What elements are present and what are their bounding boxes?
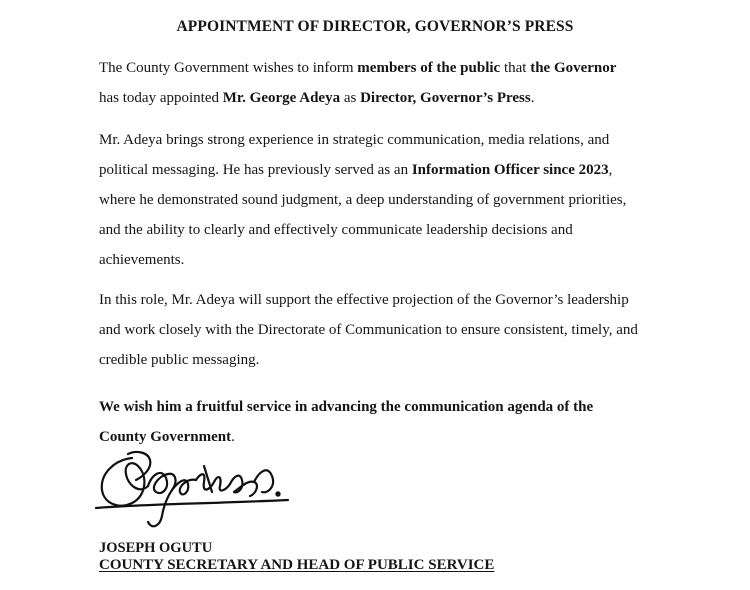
paragraph-line: Mr. Adeya brings strong experience in strategic communication, media relations, and [99, 132, 610, 148]
signer-title: COUNTY SECRETARY AND HEAD OF PUBLIC SERVICE [99, 557, 495, 573]
text-span: . [231, 429, 235, 445]
paragraph-line: where he demonstrated sound judgment, a deep understanding of government priorities, [99, 192, 627, 208]
paragraph-experience [99, 125, 699, 275]
paragraph-announcement [99, 53, 699, 113]
paragraph-role [99, 285, 699, 375]
text-span: as [340, 90, 361, 106]
text-span: , [608, 162, 613, 178]
text-span: The County Government wishes to inform [99, 60, 358, 76]
text-span: . [530, 90, 535, 106]
paragraph-line: and work closely with the Directorate of Communication to ensure consistent, timely, and [99, 322, 638, 338]
bold-text: County Government [99, 429, 232, 445]
paragraph-line: and the ability to clearly and effectively communicate leadership decisions and [99, 222, 573, 238]
bold-text: members of the public [357, 60, 501, 76]
paragraph-line [99, 155, 699, 185]
text-span: that [500, 60, 531, 76]
text-span: has today appointed [99, 90, 223, 106]
document-title: APPOINTMENT OF DIRECTOR, GOVERNOR’S PRESS [176, 18, 574, 35]
paragraph-line: In this role, Mr. Adeya will support the effective projection of the Governor’s leadership [99, 292, 629, 308]
bold-text: Mr. George Adeya [222, 90, 341, 106]
paragraph-line: achievements. [99, 252, 185, 268]
bold-text: Information Officer since 2023 [411, 162, 609, 178]
paragraph-line [99, 83, 699, 113]
bold-text: the Governor [530, 60, 617, 76]
paragraph-line [99, 392, 699, 422]
text-span: political messaging. He has previously served as an [99, 162, 412, 178]
signer-name: JOSEPH OGUTU [99, 540, 213, 556]
bold-text: fruitful service in advancing the communication agenda of the [196, 399, 594, 415]
paragraph-line [99, 53, 699, 83]
bold-text: Director, Governor’s Press [360, 90, 531, 106]
bold-text: We wish him a [99, 399, 197, 415]
paragraph-line: credible public messaging. [99, 352, 260, 368]
handwritten-signature [92, 446, 292, 538]
paragraph-wishes [99, 392, 699, 452]
